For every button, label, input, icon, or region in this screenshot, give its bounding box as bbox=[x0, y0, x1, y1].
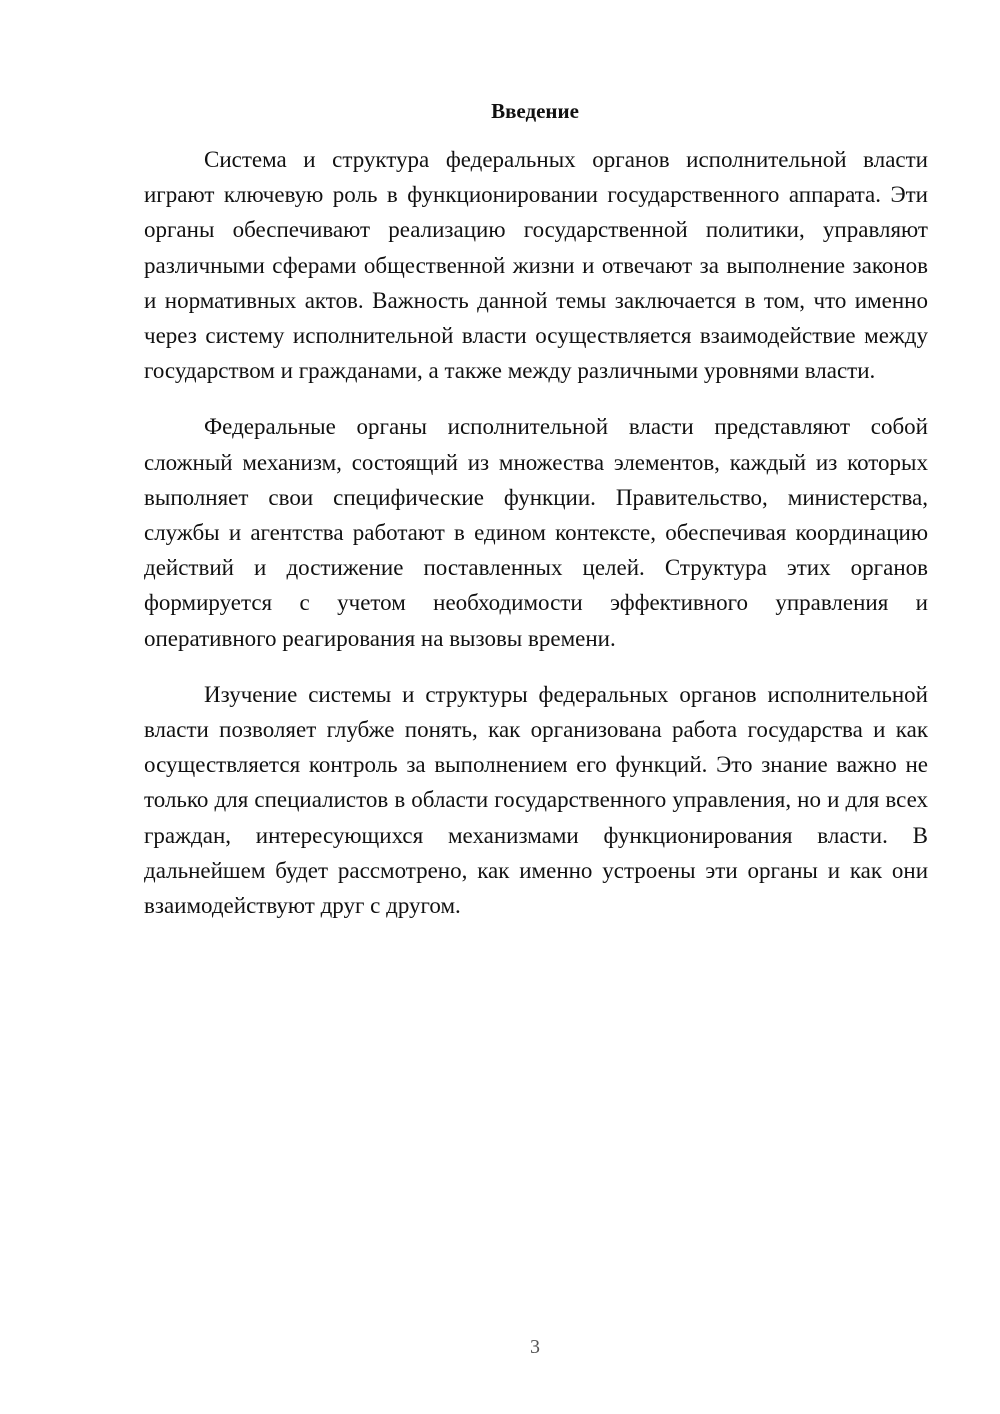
section-heading: Введение bbox=[491, 99, 579, 123]
page-number: 3 bbox=[530, 1336, 540, 1358]
body-text bbox=[144, 142, 928, 944]
paragraph-3: Изучение системы и структуры федеральных органов исполнительной власти позволяет глубже понять, как организована работа государства и как осуществляется контроль за выполнением его функций. Это знание важно не только для специалистов в области государственного управления, но и для всех граждан, интересующихся механизмами функционирования власти. В дальнейшем будет рассмотрено, как именно устроены эти органы и как они взаимодействуют друг с другом. bbox=[144, 681, 928, 919]
paragraph-1: Система и структура федеральных органов исполнительной власти играют ключевую роль в функционировании государственного аппарата. Эти органы обеспечивают реализацию государственной политики, управляют различными сферами общественной жизни и отвечают за выполнение законов и нормативных актов. Важность данной темы заключается в том, что именно через систему исполнительной власти осуществляется взаимодействие между государством и гражданами, а также между различными уровнями власти. bbox=[144, 147, 928, 384]
paragraph-2: Федеральные органы исполнительной власти представляют собой сложный механизм, состоящий из множества элементов, каждый из которых выполняет свои специфические функции. Правительство, министерства, службы и агентства работают в едином контексте, обеспечивая координацию действий и достижение поставленных целей. Структура этих органов формируется с учетом необходимости эффективного управления и оперативного реагирования на вызовы времени. bbox=[144, 414, 928, 651]
